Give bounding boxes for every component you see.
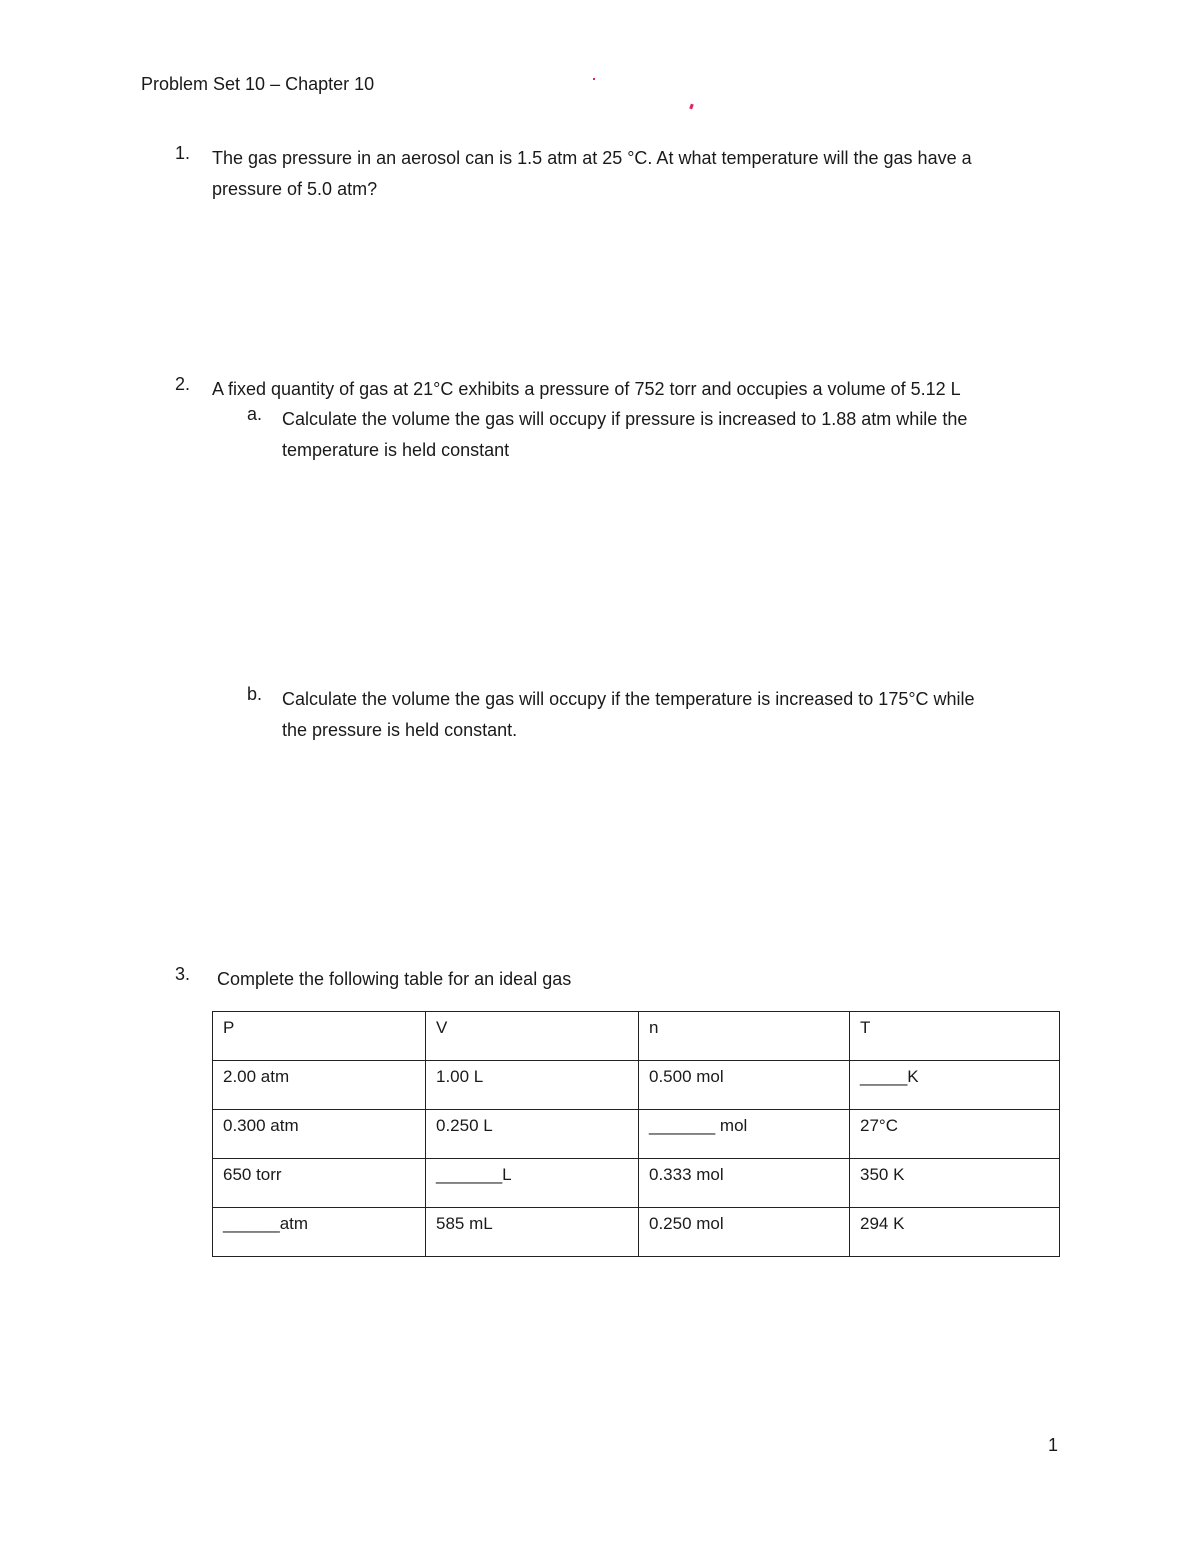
stray-mark [593,78,595,80]
table-cell: 27°C [850,1110,1060,1159]
table-cell: _______ mol [639,1110,850,1159]
question-2b-text [282,684,975,746]
table-row [213,1159,1060,1208]
table-cell: _____K [850,1061,1060,1110]
table-cell: 0.333 mol [639,1159,850,1208]
table-header-cell: V [426,1012,639,1061]
table-cell: 0.500 mol [639,1061,850,1110]
question-2b-label: b. [247,684,263,704]
question-3-number: 3. [175,964,191,984]
table-row [213,1208,1060,1257]
table-cell: 350 K [850,1159,1060,1208]
question-2-number: 2. [175,374,191,394]
question-3-text: Complete the following table for an ideal gas [217,969,572,989]
table-cell: 294 K [850,1208,1060,1257]
table-cell: 650 torr [213,1159,426,1208]
stray-mark [689,104,694,110]
question-1-number: 1. [175,143,191,163]
table-cell: _______L [426,1159,639,1208]
question-2a-text [282,404,967,466]
question-2b-line: Calculate the volume the gas will occupy if the temperature is increased to 175°C while [282,689,975,709]
question-2a-label: a. [247,404,263,424]
table-header-cell: P [213,1012,426,1061]
table-cell: 0.250 L [426,1110,639,1159]
question-1-text [212,143,972,205]
page-number: 1 [1048,1435,1059,1455]
ideal-gas-table [212,1011,1060,1257]
table-cell: 585 mL [426,1208,639,1257]
question-2-text: A fixed quantity of gas at 21°C exhibits a pressure of 752 torr and occupies a volume of 5.12 L [212,379,961,399]
page-title: Problem Set 10 – Chapter 10 [141,74,375,94]
table-header-cell: T [850,1012,1060,1061]
table-header-row [213,1012,1060,1061]
question-2a-line: temperature is held constant [282,440,510,460]
table-cell: 2.00 atm [213,1061,426,1110]
question-2b-line: the pressure is held constant. [282,720,518,740]
table-row [213,1061,1060,1110]
table-row [213,1110,1060,1159]
table-header-cell: n [639,1012,850,1061]
question-2a-line: Calculate the volume the gas will occupy if pressure is increased to 1.88 atm while the [282,409,968,429]
table-cell: 0.250 mol [639,1208,850,1257]
table-cell: ______atm [213,1208,426,1257]
table-cell: 0.300 atm [213,1110,426,1159]
question-1-line: The gas pressure in an aerosol can is 1.5 atm at 25 °C. At what temperature will the gas have a [212,148,972,168]
table-cell: 1.00 L [426,1061,639,1110]
question-1-line: pressure of 5.0 atm? [212,179,378,199]
